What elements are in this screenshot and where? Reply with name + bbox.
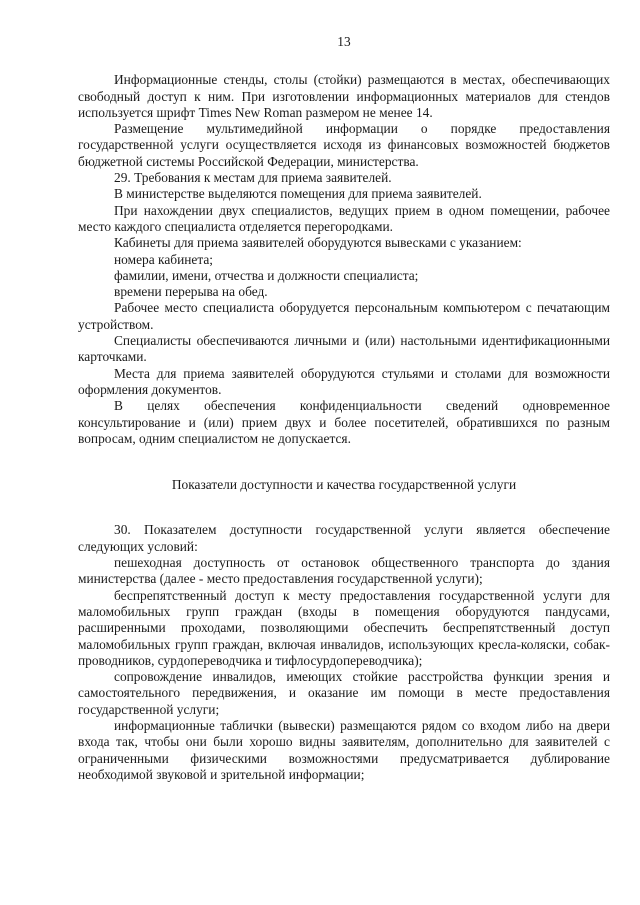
list-item-pedestrian-access: пешеходная доступность от остановок общественного транспорта до здания министерства (далее - место предоставления государственной услуги); [78, 555, 610, 587]
list-item-lunch-break: времени перерыва на обед. [114, 284, 268, 300]
paragraph-multimedia: Размещение мультимедийной информации о порядке предоставления государственной услуги осуществляется исходя из финансовых возможностей бюджетов бюджетной системы Российской Федерации, министерства. [78, 121, 610, 169]
list-item-barrier-free-access: беспрепятственный доступ к месту предоставления государственной услуги для маломобильных групп граждан (входы в помещения оборудуются пандусами, расширенными проходами, позволяющими обеспечить беспрепятственный доступ маломобильных групп граждан, включая инвалидов, использующих кресла-коляски, собак-проводников, сурдопереводчика и тифлосурдопереводчика); [78, 587, 610, 668]
list-item-escort-disabled: сопровождение инвалидов, имеющих стойкие расстройства функции зрения и самостоятельного передвижения, и оказание им помощи в месте предоставления государственной услуги; [78, 669, 610, 717]
paragraph-confidentiality: В целях обеспечения конфиденциальности сведений одновременное консультирование и (или) прием двух и более посетителей, обратившихся по разным вопросам, одним специалистом не допускается. [78, 398, 610, 446]
paragraph-chairs-tables: Места для приема заявителей оборудуются стульями и столами для возможности оформления документов. [78, 365, 610, 397]
list-item-info-plates: информационные таблички (вывески) размещаются рядом со входом либо на двери входа так, чтобы они были хорошо видны заявителям, дополнительно для заявителей с ограниченными физическими возможностями предусматривается дублирование необходимой звуковой и зрительной информации; [78, 717, 610, 782]
paragraph-two-specialists: При нахождении двух специалистов, ведущих прием в одном помещении, рабочее место каждого специалиста отделяется перегородками. [78, 202, 610, 234]
paragraph-info-stands: Информационные стенды, столы (стойки) размещаются в местах, обеспечивающих свободный доступ к ним. При изготовлении информационных материалов для стендов используется шрифт Times New Roman размером не менее 14. [78, 72, 610, 120]
list-item-cabinet-number: номера кабинета; [114, 251, 214, 267]
page-number: 13 [337, 34, 351, 49]
paragraph-workplace: Рабочее место специалиста оборудуется персональным компьютером с печатающим устройством. [78, 300, 610, 332]
paragraph-cabinet-signs: Кабинеты для приема заявителей оборудуются вывесками с указанием: [114, 235, 522, 251]
document-page [78, 34, 610, 783]
list-item-specialist-name: фамилии, имени, отчества и должности специалиста; [114, 267, 419, 283]
paragraph-rooms: В министерстве выделяются помещения для приема заявителей. [114, 186, 482, 202]
section-heading: Показатели доступности и качества государственной услуги [171, 477, 517, 493]
paragraph-item-30: 30. Показателем доступности государственной услуги является обеспечение следующих условий: [78, 522, 610, 554]
paragraph-item-29: 29. Требования к местам для приема заявителей. [114, 170, 392, 186]
paragraph-id-cards: Специалисты обеспечиваются личными и (или) настольными идентификационными карточками. [78, 333, 610, 365]
